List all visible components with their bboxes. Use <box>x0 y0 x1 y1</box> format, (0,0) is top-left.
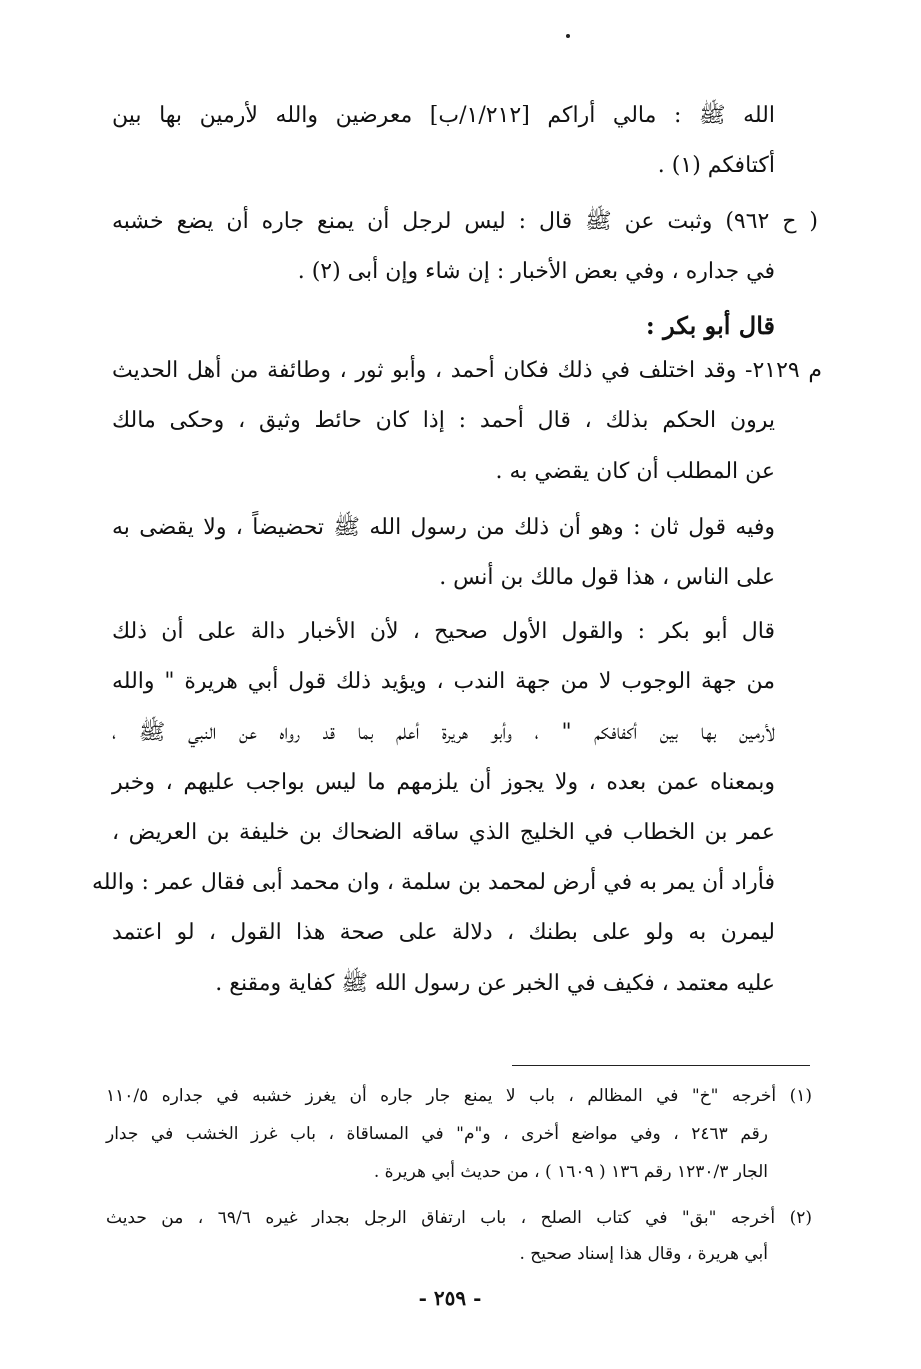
issue-line-1: م ٢١٢٩- وقد اختلف في ذلك فكان أحمد ، وأبو ثور ، وطائفة من أهل الحديث <box>112 358 822 383</box>
footnote-separator <box>512 1065 810 1066</box>
footnote-1-line-2: رقم ٢٤٦٣ ، وفي مواضع أخرى ، و"م" في المساقاة ، باب غرز الخشب في جدار <box>106 1124 768 1144</box>
conclusion-line-3: لأرمين بها بين أكفافكم " ، وأبو هريرة أعلم بما قد رواه عن النبي ﷺ ، <box>112 720 775 745</box>
page-number: - ٢٥٩ - <box>418 1286 482 1310</box>
hadith-line-1: ( ح ٩٦٢) وثبت عن ﷺ قال : ليس لرجل أن يمنع جاره أن يضع خشبه <box>112 209 818 234</box>
second-opinion-line-2: على الناس ، هذا قول مالك بن أنس . <box>439 565 775 590</box>
issue-line-3: عن المطلب أن كان يقضي به . <box>495 459 775 484</box>
conclusion-line-2: من جهة الوجوب لا من جهة الندب ، ويؤيد ذلك قول أبي هريرة " والله <box>112 669 775 694</box>
conclusion-line-5: عمر بن الخطاب في الخليج الذي ساقه الضحاك بن خليفة بن العريض ، <box>112 820 775 845</box>
conclusion-line-1: قال أبو بكر : والقول الأول صحيح ، لأن الأخبار دالة على أن ذلك <box>112 619 775 644</box>
page-dot-mark <box>566 34 570 38</box>
conclusion-line-4: وبمعناه عمن بعده ، ولا يجوز أن يلزمهم ما ليس بواجب عليهم ، وخبر <box>112 770 775 795</box>
second-opinion-line-1: وفيه قول ثان : وهو أن ذلك من رسول الله ﷺ تحضيضاً ، ولا يقضى به <box>112 515 775 540</box>
footnote-1-line-3: الجار ١٢٣٠/٣ رقم ١٣٦ ( ١٦٠٩ ) ، من حديث أبي هريرة . <box>373 1162 768 1182</box>
body-line-2: أكتافكم (١) . <box>657 153 775 178</box>
section-heading-abu-bakr: قال أبو بكر : <box>645 311 775 340</box>
footnote-2-line-2: أبي هريرة ، وقال هذا إسناد صحيح . <box>519 1244 768 1264</box>
footnote-1-line-1: (١) أخرجه "خ" في المظالم ، باب لا يمنع جار جاره أن يغرز خشبه في جداره ١١٠/٥ <box>106 1086 812 1106</box>
hadith-line-2: في جداره ، وفي بعض الأخبار : إن شاء وإن أبى (٢) . <box>297 259 775 284</box>
conclusion-line-7: ليمرن به ولو على بطنك ، دلالة على صحة هذا القول ، لو اعتمد <box>112 920 775 945</box>
conclusion-line-6: فأراد أن يمر به في أرض لمحمد بن سلمة ، وان محمد أبى فقال عمر : والله <box>91 870 775 895</box>
conclusion-line-8: عليه معتمد ، فكيف في الخبر عن رسول الله ﷺ كفاية ومقنع . <box>215 971 775 996</box>
body-line-1: الله ﷺ : مالي أراكم [١/٢١٢/ب] معرضين والله لأرمين بها بين <box>112 103 775 128</box>
footnote-2-line-1: (٢) أخرجه "بق" في كتاب الصلح ، باب ارتفاق الرجل بجدار غيره ٦٩/٦ ، من حديث <box>106 1208 812 1228</box>
issue-line-2: يرون الحكم بذلك ، قال أحمد : إذا كان حائط وثيق ، وحكى مالك <box>112 408 775 433</box>
